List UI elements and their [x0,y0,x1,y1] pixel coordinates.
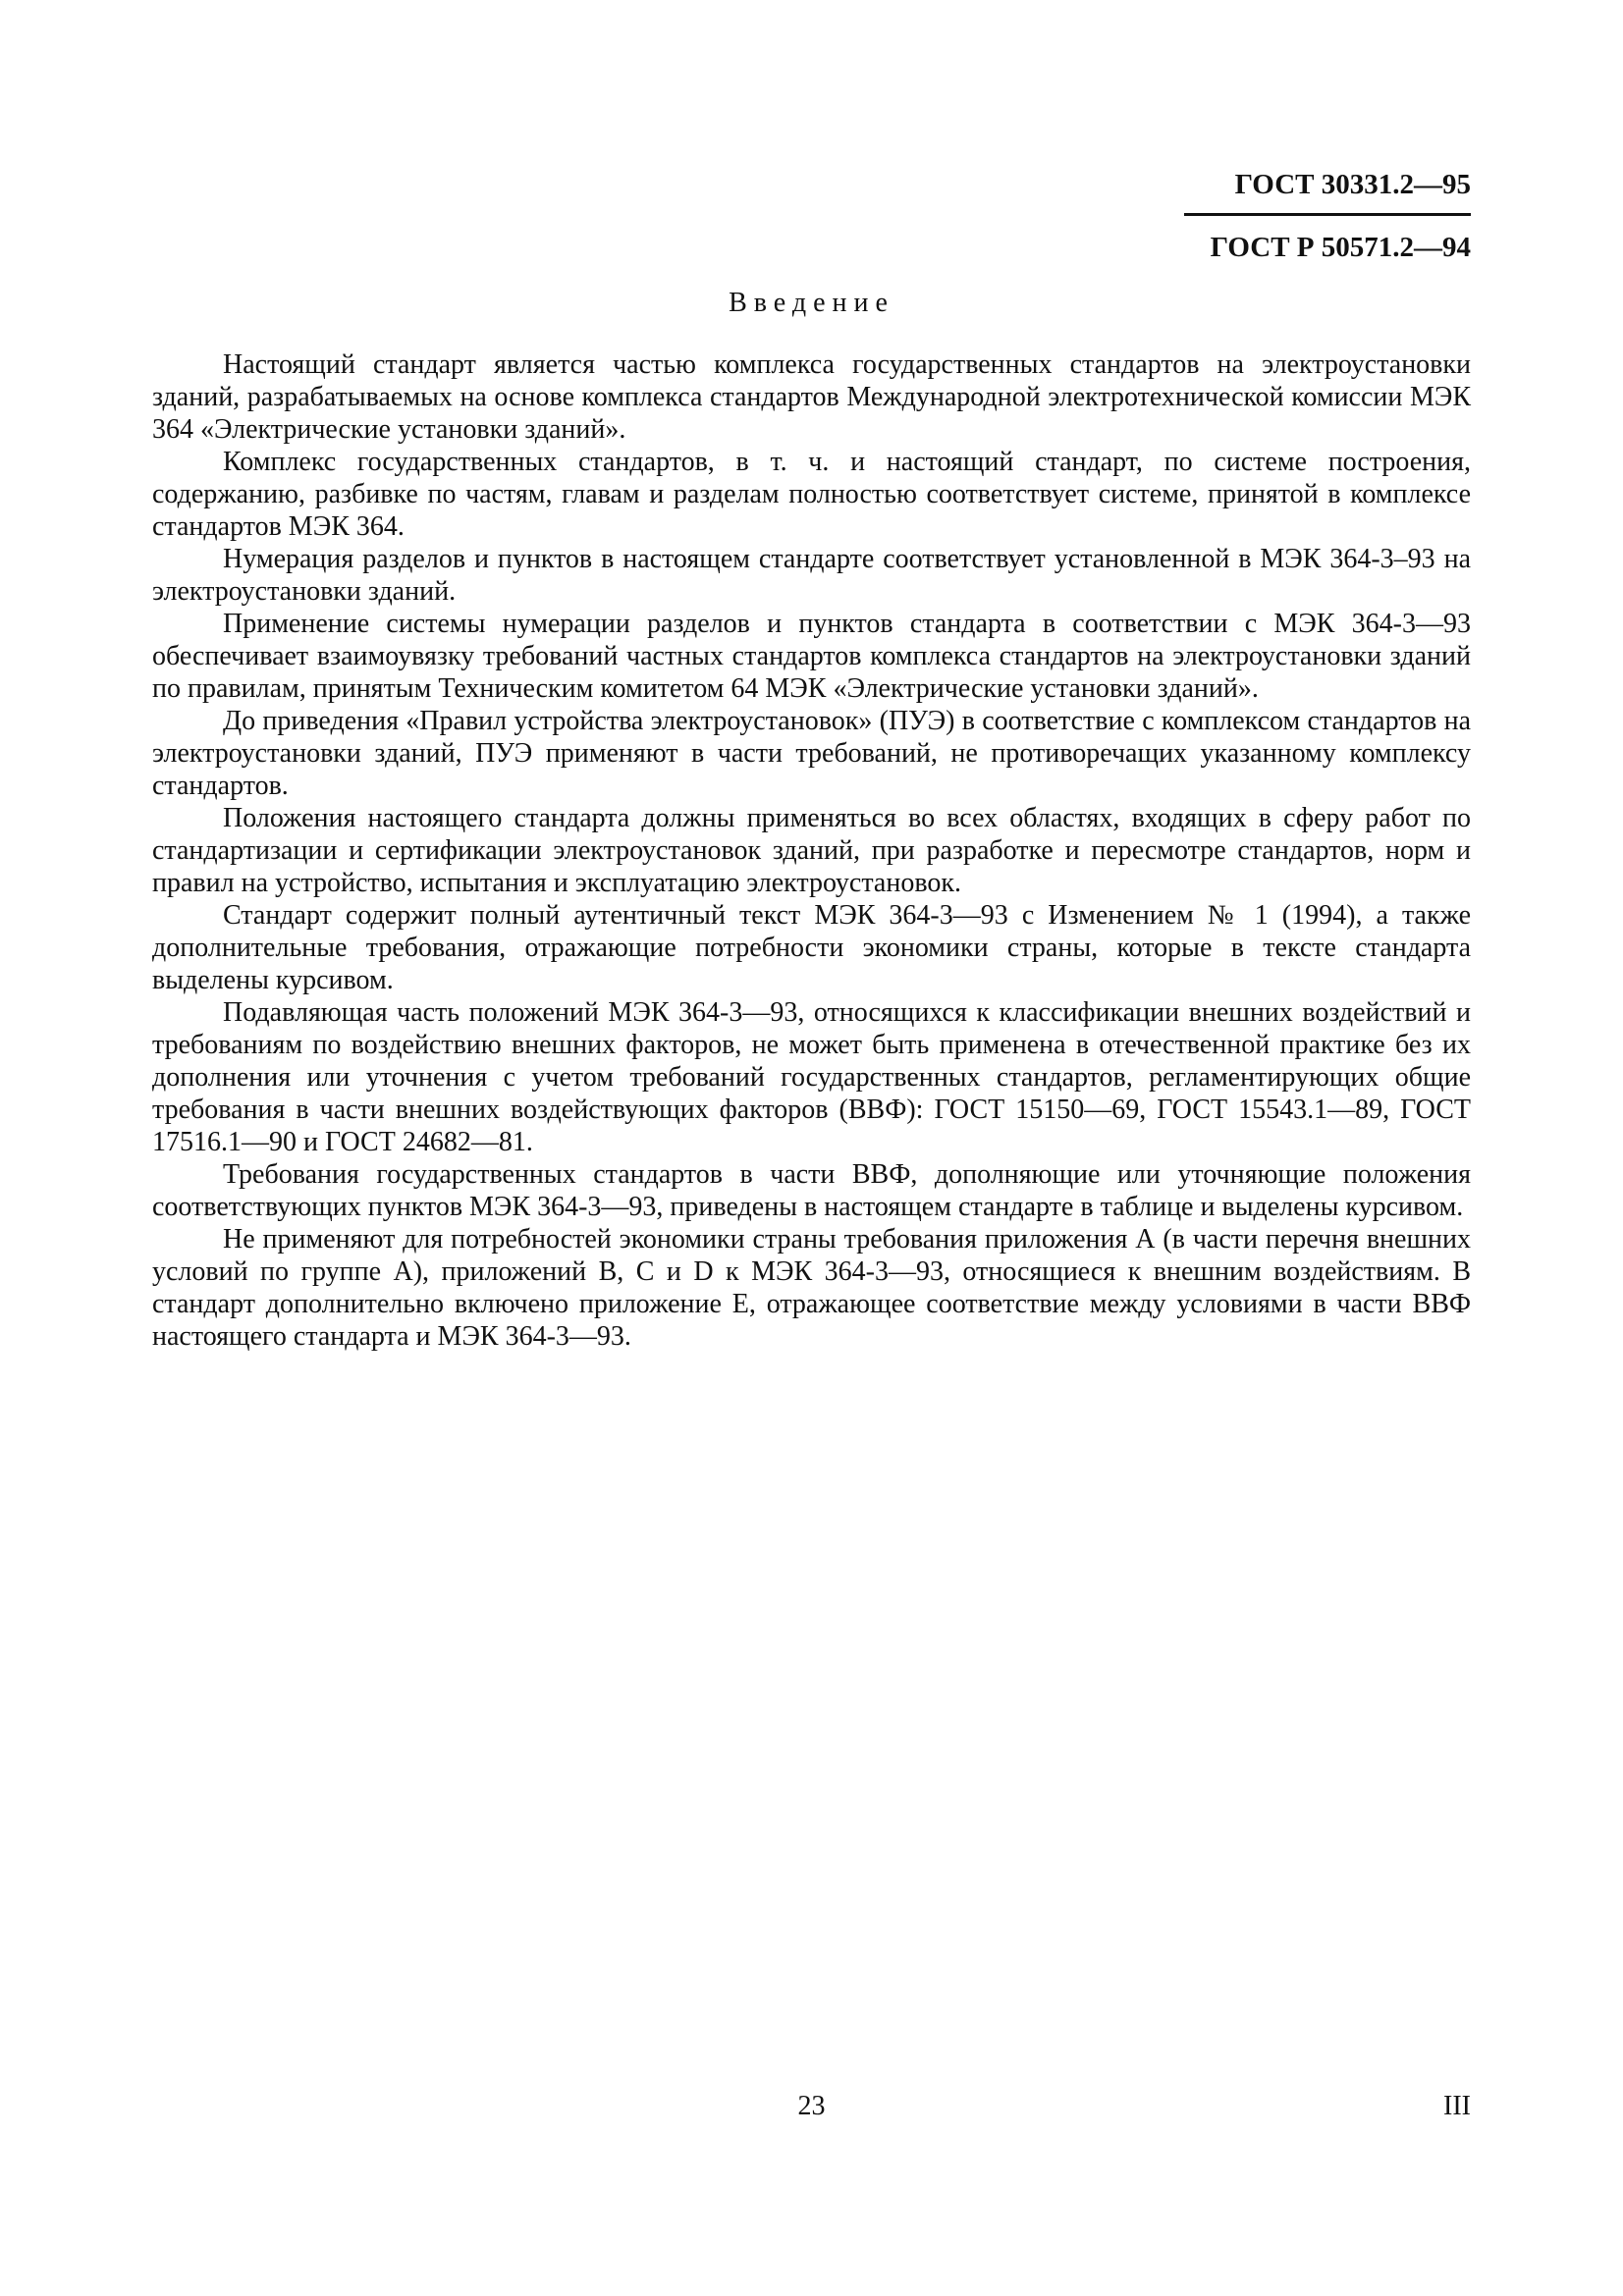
standard-code-1: ГОСТ 30331.2—95 [1234,169,1471,200]
standard-code-2: ГОСТ Р 50571.2—94 [1210,232,1471,263]
roman-page-number: III [1443,2091,1471,2121]
paragraph: Не применяют для потребностей экономики страны требования приложения А (в части перечня внешних условий по группе А), приложений В, С и D к МЭК 364-3—93, относящиеся к внешним воздействиям. В стандарт дополнительно включено приложение Е, отражающее соответствие между условиями в части ВВФ настоящего стандарта и МЭК 364-3—93. [152,1224,1471,1352]
paragraph: Комплекс государственных стандартов, в т. ч. и настоящий стандарт, по системе построения, содержанию, разбивке по частям, главам и разделам полностью соответствует системе, принятой в комплексе стандартов МЭК 364. [152,447,1471,542]
paragraph: Положения настоящего стандарта должны применяться во всех областях, входящих в сферу работ по стандартизации и сертификации электроустановок зданий, при разработке и пересмотре стандартов, норм и правил на устройство, испытания и эксплуатацию электроустановок. [152,803,1471,898]
paragraph: Настоящий стандарт является частью комплекса государственных стандартов на электроустановки зданий, разрабатываемых на основе комплекса стандартов Международной электротехнической комиссии МЭК 364 «Электрические установки зданий». [152,349,1471,445]
page-number: 23 [797,2091,826,2121]
paragraph: Нумерация разделов и пунктов в настоящем стандарте соответствует установленной в МЭК 364-3–93 на электроустановки зданий. [152,544,1471,607]
paragraph: До приведения «Правил устройства электроустановок» (ПУЭ) в соответствие с комплексом стандартов на электроустановки зданий, ПУЭ применяют в части требований, не противоречащих указанному комплексу стандартов. [152,706,1471,801]
section-title: Введение [729,288,894,318]
paragraph: Подавляющая часть положений МЭК 364-3—93, относящихся к классификации внешних воздействий и требованиям по воздействию внешних факторов, не может быть применена в отечественной практике без их дополнения или уточнения с учетом требований государственных стандартов, регламентирующих общие требования в части внешних воздействующих факторов (ВВФ): ГОСТ 15150—69, ГОСТ 15543.1—89, ГОСТ 17516.1—90 и ГОСТ 24682—81. [152,997,1471,1157]
document-body [152,348,1471,1353]
paragraph: Требования государственных стандартов в части ВВФ, дополняющие или уточняющие положения соответствующих пунктов МЭК 364-3—93, приведены в настоящем стандарте в таблице и выделены курсивом. [152,1159,1471,1222]
header-divider [1184,213,1471,216]
paragraph: Стандарт содержит полный аутентичный текст МЭК 364-3—93 с Изменением № 1 (1994), а также дополнительные требования, отражающие потребности экономики страны, которые в тексте стандарта выделены курсивом. [152,900,1471,995]
paragraph: Применение системы нумерации разделов и пунктов стандарта в соответствии с МЭК 364-3—93 обеспечивает взаимоувязку требований частных стандартов комплекса стандартов на электроустановки зданий по правилам, принятым Техническим комитетом 64 МЭК «Электрические установки зданий». [152,609,1471,704]
document-header [1184,165,1471,268]
